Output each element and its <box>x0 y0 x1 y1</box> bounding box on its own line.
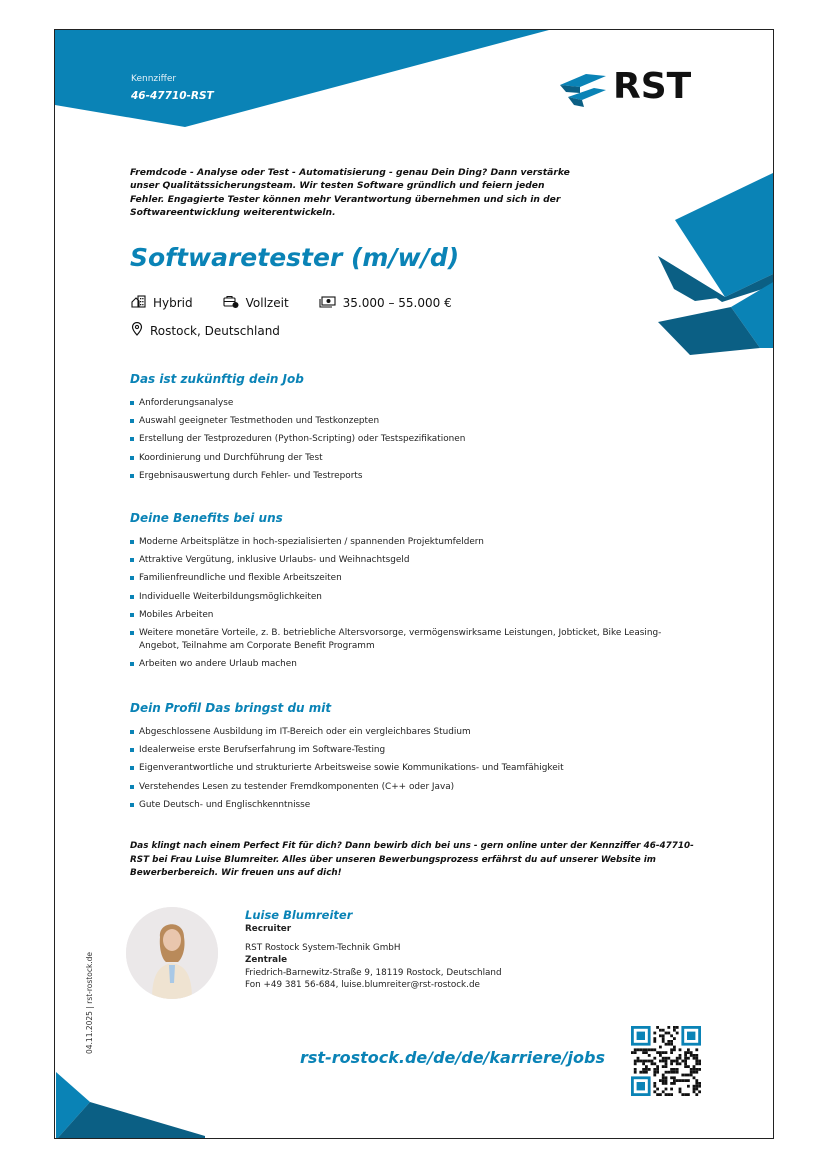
building-icon <box>131 295 146 311</box>
salary-text: 35.000 – 55.000 € <box>342 296 452 310</box>
map-pin-icon <box>131 322 143 339</box>
list-item: Moderne Arbeitsplätze in hoch-spezialisierten / spannenden Projektumfeldern <box>130 533 690 551</box>
employment-type <box>223 295 289 311</box>
salary <box>319 296 452 311</box>
contact-role: Recruiter <box>245 924 292 934</box>
list-item: Weitere monetäre Vorteile, z. B. betriebliche Altersvorsorge, vermögenswirksame Leistungen, Jobticket, Bike Leasing-Angebot, Teilnahme am Corporate Benefit Programm <box>130 624 690 655</box>
top-banner-shape <box>55 30 549 127</box>
list-item: Familienfreundliche und flexible Arbeitszeiten <box>130 569 690 587</box>
list-item: Attraktive Vergütung, inklusive Urlaubs- und Weihnachtsgeld <box>130 551 690 569</box>
list-item: Gute Deutsch- und Englischkenntnisse <box>130 796 564 814</box>
location-text: Rostock, Deutschland <box>150 323 280 338</box>
employment-type-text: Vollzeit <box>245 296 289 310</box>
list-item: Ergebnisauswertung durch Fehler- und Testreports <box>130 467 465 485</box>
profile-list <box>130 723 564 814</box>
list-item: Abgeschlossene Ausbildung im IT-Bereich oder ein vergleichbares Studium <box>130 723 564 741</box>
job-title: Softwaretester (m/w/d) <box>130 243 460 272</box>
section-title-job: Das ist zukünftig dein Job <box>130 372 304 386</box>
briefcase-clock-icon <box>223 295 239 311</box>
money-icon <box>319 296 336 311</box>
closing-text: Das klingt nach einem Perfect Fit für dich? Dann bewirb dich bei uns - gern online unter der Kennziffer 46-47710-RST bei Frau Luise Blumreiter. Alles über unseren Bewerbungsprozess erfährst du auf unserer Website im Bewerberbereich. Wir freuen uns auf dich! <box>130 841 694 878</box>
job-meta-row <box>131 295 482 311</box>
list-item: Arbeiten wo andere Urlaub machen <box>130 655 690 673</box>
job-tasks-list <box>130 394 465 485</box>
careers-url-link[interactable]: rst-rostock.de/de/de/karriere/jobs <box>300 1048 605 1067</box>
job-location-row <box>131 322 310 339</box>
contact-card <box>245 908 502 991</box>
job-posting-page <box>54 29 774 1139</box>
qr-code-icon[interactable] <box>631 1026 701 1096</box>
contact-address: Friedrich-Barnewitz-Straße 9, 18119 Rostock, Deutschland <box>245 967 502 978</box>
list-item: Idealerweise erste Berufserfahrung im Software-Testing <box>130 741 564 759</box>
reference-number: 46-47710-RST <box>131 90 214 102</box>
section-title-benefits: Deine Benefits bei uns <box>130 511 283 525</box>
list-item: Individuelle Weiterbildungsmöglichkeiten <box>130 588 690 606</box>
list-item: Eigenverantwortliche und strukturierte Arbeitsweise sowie Kommunikations- und Teamfähigkeit <box>130 759 564 777</box>
benefits-list <box>130 533 690 673</box>
section-title-profile: Dein Profil Das bringst du mit <box>130 701 332 715</box>
intro-text: Fremdcode - Analyse oder Test - Automatisierung - genau Dein Ding? Dann verstärke unser Qualitätssicherungsteam. Wir testen Software gründlich und feiern jeden Fehler. Engagierte Tester können mehr Verantwortung übernehmen und sich in der Softwareentwicklung weiterentwickeln. <box>130 167 570 218</box>
list-item: Verstehendes Lesen zu testender Fremdkomponenten (C++ oder Java) <box>130 778 564 796</box>
contact-name: Luise Blumreiter <box>245 908 353 922</box>
list-item: Mobiles Arbeiten <box>130 606 690 624</box>
work-model <box>131 295 193 311</box>
contact-phone-email[interactable]: Fon +49 381 56-684, luise.blumreiter@rst-rostock.de <box>245 979 480 990</box>
location <box>131 322 280 339</box>
list-item: Koordinierung und Durchführung der Test <box>130 449 465 467</box>
person-photo-icon <box>126 907 218 999</box>
date-and-website: 04.11.2025 | rst-rostock.de <box>85 951 94 1054</box>
list-item: Erstellung der Testprozeduren (Python-Scripting) oder Testspezifikationen <box>130 430 465 448</box>
list-item: Auswahl geeigneter Testmethoden und Testkonzepten <box>130 412 465 430</box>
recruiter-avatar <box>126 907 218 999</box>
contact-company: RST Rostock System-Technik GmbH <box>245 943 401 954</box>
list-item: Anforderungsanalyse <box>130 394 465 412</box>
company-logo-text: RST <box>613 66 692 107</box>
work-model-text: Hybrid <box>153 296 193 310</box>
contact-department: Zentrale <box>245 955 288 966</box>
reference-label: Kennziffer <box>131 74 177 84</box>
